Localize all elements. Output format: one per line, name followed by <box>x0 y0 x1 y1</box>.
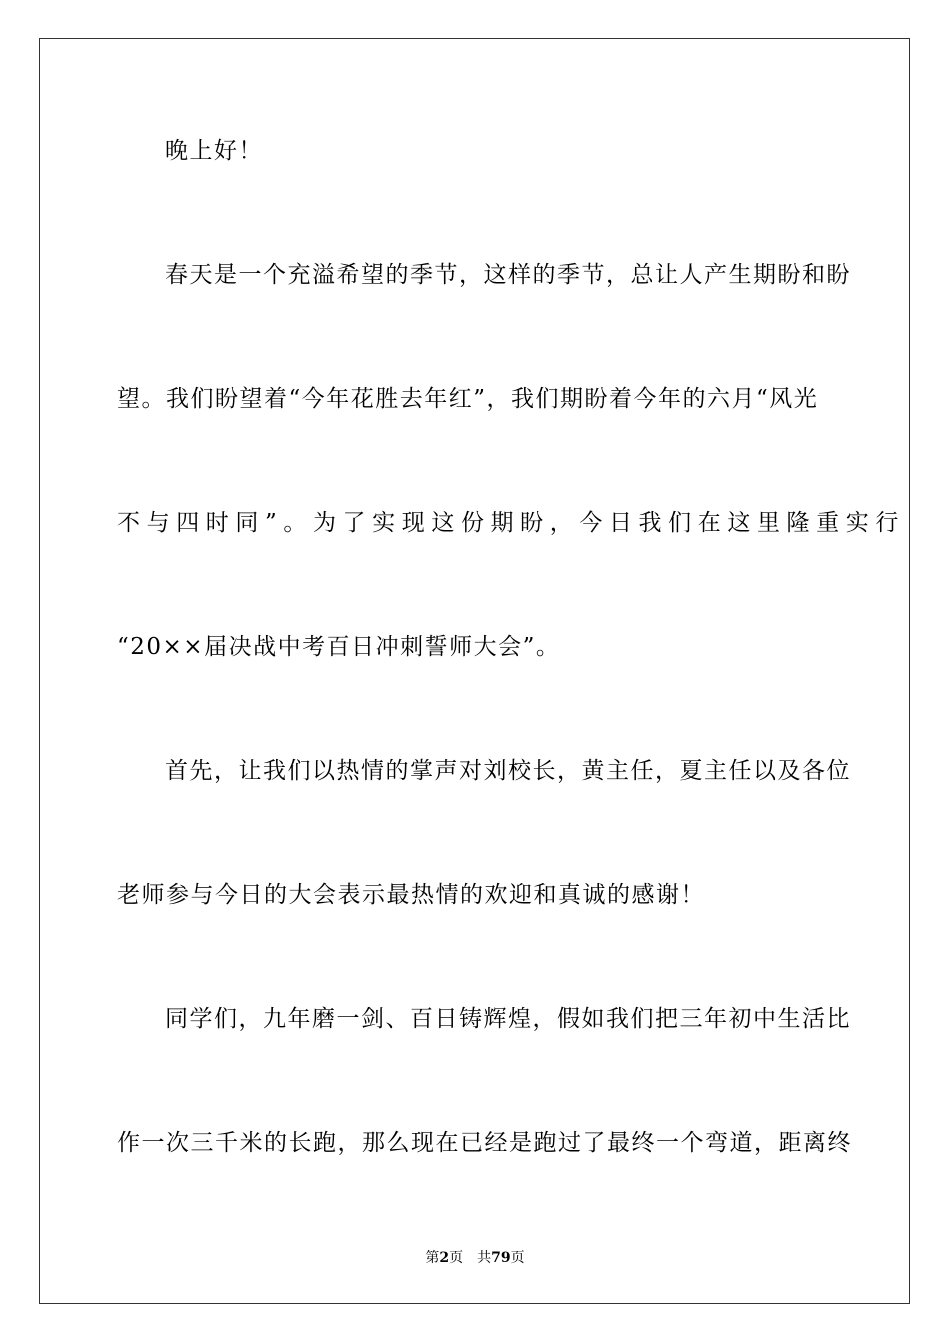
text-line-4: 不与四时同”。为了实现这份期盼，今日我们在这里隆重实行 <box>117 510 905 536</box>
text-line-9: 作一次三千米的长跑，那么现在已经是跑过了最终一个弯道，距离终 <box>117 1130 852 1156</box>
text-line-1: 晚上好！ <box>165 138 263 164</box>
text-line-5: “20××届决战中考百日冲刺誓师大会”。 <box>117 634 561 660</box>
text-line-7: 老师参与今日的大会表示最热情的欢迎和真诚的感谢！ <box>117 882 705 908</box>
text-line-6: 首先，让我们以热情的掌声对刘校长，黄主任，夏主任以及各位 <box>165 758 851 784</box>
footer-page-suffix: 页 <box>449 1250 464 1266</box>
text-line-8: 同学们，九年磨一剑、百日铸辉煌，假如我们把三年初中生活比 <box>165 1006 851 1032</box>
footer-total-suffix: 页 <box>510 1250 525 1266</box>
footer-page-prefix: 第 <box>425 1250 440 1266</box>
text-line-3: 望。我们盼望着“今年花胜去年红”，我们期盼着今年的六月“风光 <box>117 386 819 412</box>
footer-total-prefix: 共 <box>477 1250 492 1266</box>
page-footer <box>0 1248 950 1268</box>
text-line-2: 春天是一个充溢希望的季节，这样的季节，总让人产生期盼和盼 <box>165 262 851 288</box>
footer-total-number: 79 <box>491 1250 511 1266</box>
footer-page-number: 2 <box>439 1250 450 1266</box>
page-frame <box>39 38 910 1304</box>
